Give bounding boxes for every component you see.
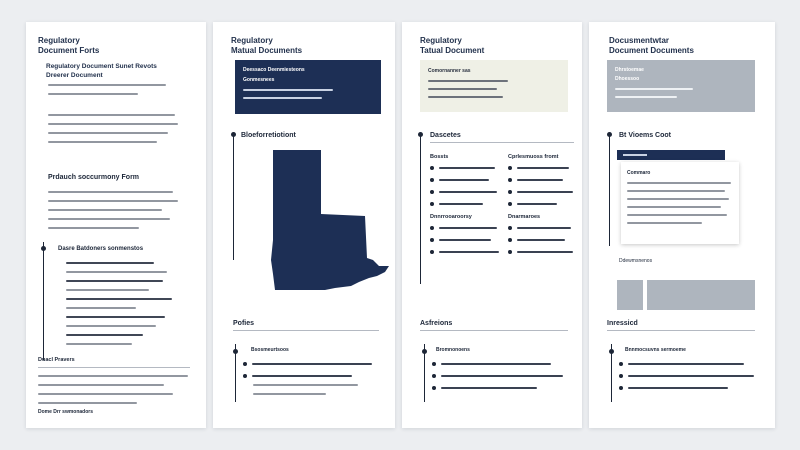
- column-heading: Bossts: [430, 154, 449, 160]
- section-heading-guidance: Dasre Batdoners sonmenstos: [58, 246, 144, 252]
- timeline-rule: [43, 242, 44, 360]
- section-heading-b: Inressicd: [607, 320, 638, 327]
- page-title: Regulatory Tatual Document: [420, 36, 485, 55]
- list-item: [619, 386, 728, 390]
- timeline-marker: [418, 132, 423, 137]
- guidance-list: [66, 262, 176, 352]
- list-item: [430, 166, 495, 170]
- section-heading-policies: Pofies: [233, 320, 255, 327]
- region-map: [269, 148, 393, 292]
- footer-heading: Duacl Pravers: [38, 357, 75, 363]
- column-heading: Cprlesmuoss fromt: [508, 154, 559, 160]
- list-item: [243, 374, 352, 378]
- timeline-marker: [41, 246, 46, 251]
- timeline-rule: [233, 136, 234, 260]
- list-item: [619, 374, 754, 378]
- list-item: [430, 178, 489, 182]
- timeline-marker: [231, 132, 236, 137]
- image-placeholder-right: [647, 280, 755, 310]
- list-item: [432, 374, 563, 378]
- timeline-marker: [422, 349, 427, 354]
- list-item: [243, 362, 372, 366]
- form-paragraph: [48, 191, 178, 236]
- thumbnail-caption: Ddewmsnenos: [619, 258, 653, 264]
- thumbnail-title: Commaro: [627, 170, 651, 176]
- document-page-2: [213, 22, 395, 428]
- section-heading-a: Dascetes: [430, 132, 461, 139]
- footer-paragraph: [38, 375, 188, 411]
- document-thumbnail: [621, 162, 739, 244]
- timeline-rule: [609, 136, 610, 246]
- list-item: [619, 362, 744, 366]
- list-item: [430, 226, 497, 230]
- list-item: [508, 166, 569, 170]
- document-page-4: [589, 22, 775, 428]
- timeline-rule: [420, 134, 421, 284]
- list-item: [430, 202, 483, 206]
- page-title: Regulatory Document Forts: [38, 36, 100, 55]
- header-box: Deessaco Deenmiesteons Gonmesnees: [235, 60, 381, 114]
- timeline-marker: [607, 132, 612, 137]
- list-item: [508, 226, 571, 230]
- divider: [420, 330, 568, 331]
- document-page-1: [26, 22, 206, 428]
- image-placeholder-left: [617, 280, 643, 310]
- list-item: [432, 362, 551, 366]
- list-paragraph: [253, 384, 367, 402]
- thumbnail-header: [617, 150, 725, 160]
- list-item: [508, 178, 563, 182]
- footer-last-line: Dome Drr swmonadors: [38, 409, 94, 415]
- list-item: [430, 238, 491, 242]
- timeline-marker: [233, 349, 238, 354]
- bullet-heading: Bromnonoens: [436, 347, 470, 353]
- list-item: [508, 238, 565, 242]
- list-item: [432, 386, 537, 390]
- bullet-heading: Bsosmeurtsoos: [251, 347, 289, 353]
- section-heading-b: Asfreions: [420, 320, 453, 327]
- column-heading: Dnarmaroes: [508, 214, 541, 220]
- document-page-3: [402, 22, 582, 428]
- body-paragraph: [48, 114, 178, 150]
- page-title: Regulatory Matual Documents: [231, 36, 303, 55]
- header-box: Comornanner sas: [420, 60, 568, 112]
- divider: [607, 330, 755, 331]
- section-heading-form: Prdauch soccurmony Form: [48, 174, 140, 181]
- map-heading: Bloeforretiotiont: [241, 132, 296, 139]
- divider: [233, 330, 379, 331]
- column-heading: Dnnrrooaroorsy: [430, 214, 472, 220]
- region-shape: [271, 150, 389, 290]
- header-box: Dhrstoemae Dhoessoo: [607, 60, 755, 112]
- page-subtitle: Regulatory Document Sunet Revots Dreerer Document: [46, 63, 157, 79]
- divider: [38, 367, 190, 368]
- list-item: [430, 190, 497, 194]
- bullet-heading: Bnnmocsuvns sermoeme: [625, 347, 686, 353]
- timeline-marker: [609, 349, 614, 354]
- list-item: [508, 250, 573, 254]
- list-item: [508, 202, 557, 206]
- page-title: Docusmentwtar Document Documents: [609, 36, 694, 55]
- section-heading-a: Bt Vioems Coot: [619, 132, 671, 139]
- intro-paragraph: [48, 84, 166, 102]
- list-item: [508, 190, 573, 194]
- list-item: [430, 250, 499, 254]
- divider: [430, 142, 574, 143]
